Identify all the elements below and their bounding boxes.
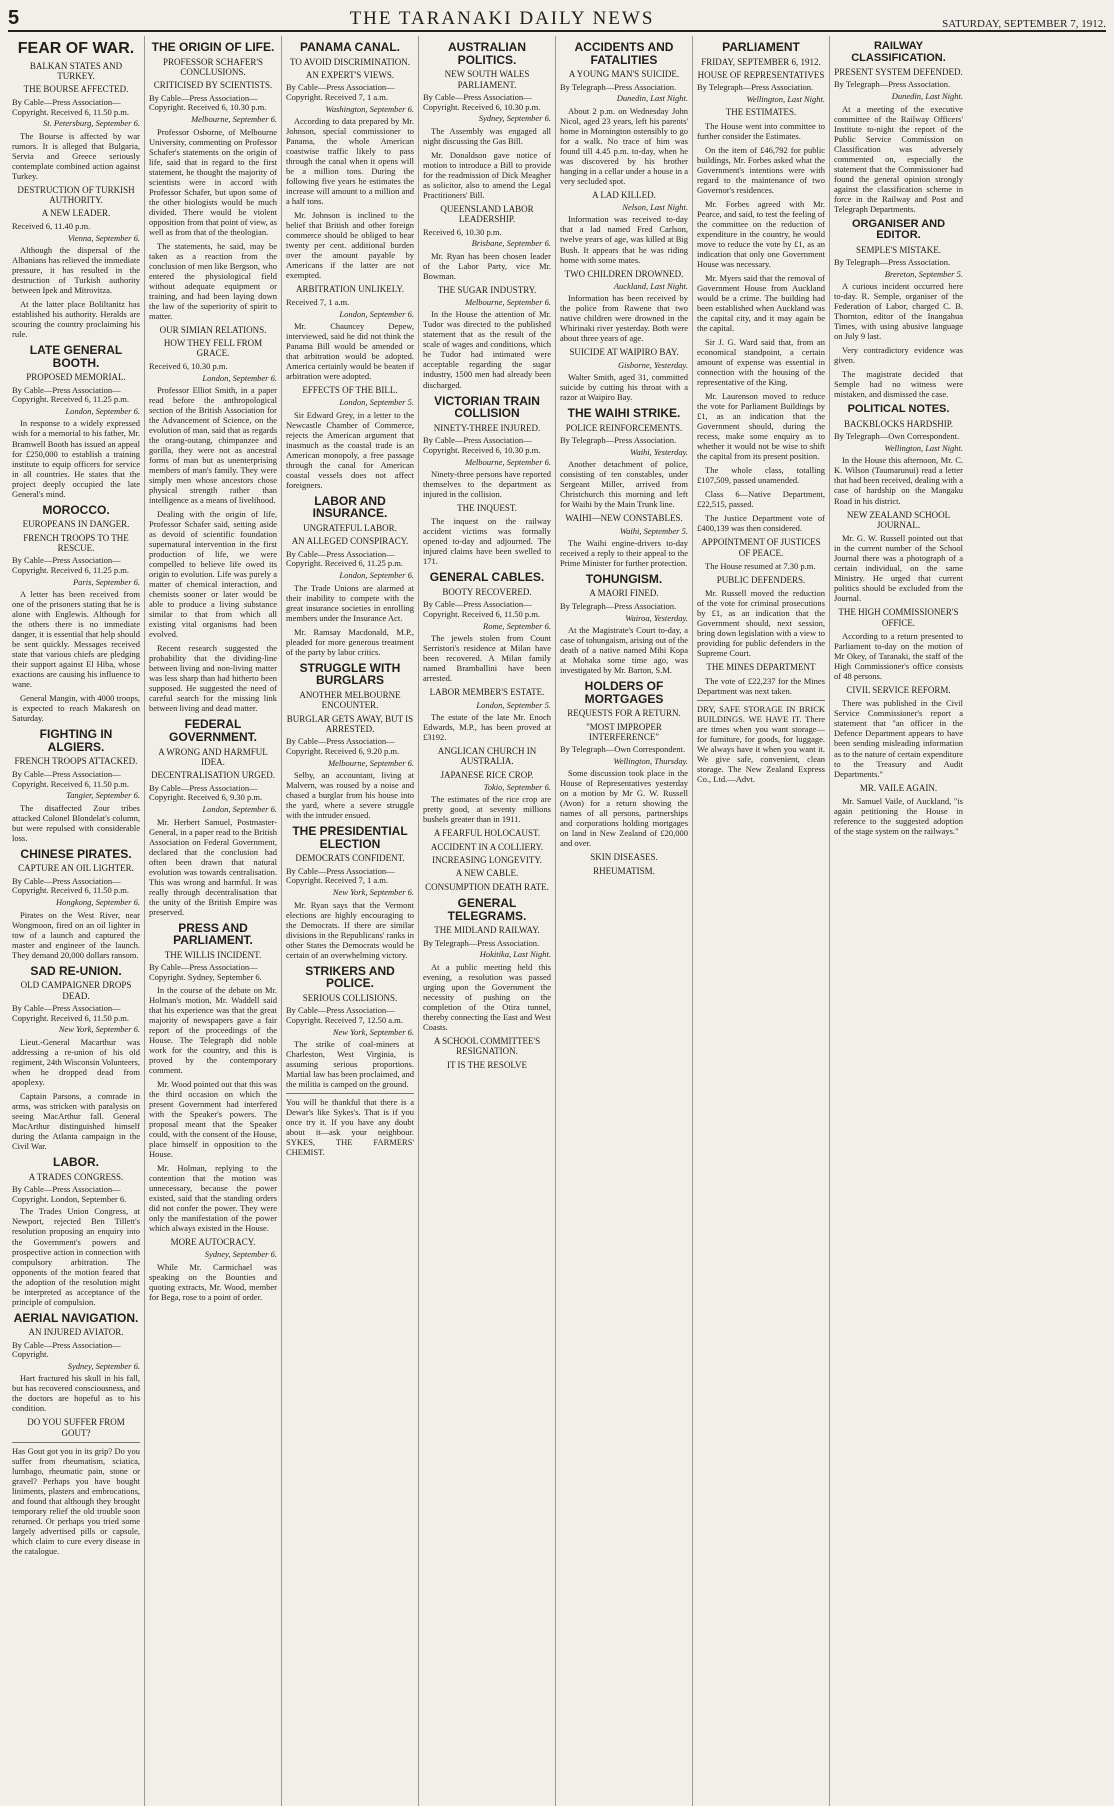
article-subheading: DEMOCRATS CONFIDENT.	[295, 853, 405, 864]
wire-credit: By Cable—Press Association—Copyright.	[12, 1339, 121, 1360]
article-headline: HOLDERS OF MORTGAGES	[584, 679, 664, 706]
wire-credit: By Cable—Press Association—Copyright. Received 7, 12.50 a.m.	[286, 1005, 403, 1025]
article-subheading: THE SUGAR INDUSTRY.	[437, 284, 537, 295]
article-headline: ORGANISER AND EDITOR.	[851, 217, 946, 242]
article-headline: GENERAL TELEGRAMS.	[447, 896, 527, 923]
wire-credit: Received 7, 1 a.m.	[286, 296, 350, 307]
article-subheading: BACKBLOCKS HARDSHIP.	[843, 418, 954, 429]
article-paragraph: Class 6—Native Department, £22,515, passed.	[697, 489, 825, 510]
article-paragraph: Mr. Ramsay Macdonald, M.P., pleaded for more generous treatment of the party by labor critics.	[286, 626, 414, 657]
article-paragraph: At a public meeting held this evening, a resolution was passed urging upon the Government the necessity of pushing on the completion of the Otira tunnel, thereby connecting the East and West Coasts.	[423, 961, 551, 1032]
article-paragraph: The jewels stolen from Count Serristori's residence at Milan have been recovered. A Milan family named Bramballini have been arrested.	[423, 633, 551, 684]
article-headline: STRUGGLE WITH BURGLARS	[299, 660, 401, 688]
article-subheading: "MOST IMPROPER INTERFERENCE"	[586, 721, 662, 742]
wire-credit: By Cable—Press Association—Copyright. Sydney, September 6.	[149, 962, 262, 982]
wire-credit: By Cable—Press Association—Copyright. Received 6, 10.30 p.m.	[149, 92, 267, 113]
column-5	[556, 36, 693, 1806]
dateline: Wairoa, Yesterday.	[625, 612, 688, 623]
article-paragraph: According to data prepared by Mr. Johnson, special commissioner to Panama, the whole American coastwise traffic likely to pass through the canal when it opens will be a million tons. During the following five years he estimates the increase will amount to a million and a half tons.	[286, 116, 414, 207]
article-paragraph: Professor Osborne, of Melbourne University, commenting on Professor Schafer's statements on the origin of life, said that in regard to the first statement, he thought the majority of scientists were in accord with Professor Schafer, but upon some of the other biologists would be much divided. There would be violent opposition from that point of view, as well as from that of the theologian.	[149, 126, 277, 237]
article-subheading: DO YOU SUFFER FROM GOUT?	[27, 1417, 125, 1438]
article-headline: POLITICAL NOTES.	[847, 403, 950, 416]
dateline: Melbourne, September 6.	[191, 114, 277, 125]
article-paragraph: Some discussion took place in the House of Representatives yesterday on a motion by Mr G. W. Russell (Avon) for a return showing the names of all persons, partnerships and corporations holding mortgages on land in New Zealand of £20,000 and over.	[560, 768, 688, 849]
article-subheading: CAPTURE AN OIL LIGHTER.	[18, 863, 134, 874]
article-subheading: FRIDAY, SEPTEMBER 6, 1912.	[701, 56, 821, 67]
article-subheading: ACCIDENT IN A COLLIERY.	[430, 841, 544, 852]
dateline: Sydney, September 6.	[478, 113, 551, 124]
article-subheading: INCREASING LONGEVITY.	[432, 855, 542, 866]
wire-credit: Received 6, 10.30 p.m.	[149, 360, 228, 371]
article-subheading: A LAD KILLED.	[592, 189, 656, 200]
article-headline: THE ORIGIN OF LIFE.	[151, 40, 275, 54]
article-subheading: POLICE REINFORCEMENTS.	[565, 422, 683, 433]
advertisement: DRY, SAFE STORAGE IN BRICK BUILDINGS. WE HAVE IT. There are times when you want storage—for furniture, for goods, for luggage. We always have it when you want it. We give safe, convenient, clean storage. The New Zealand Express Co., Ltd.—Advt.	[697, 700, 825, 784]
wire-credit: Received 6, 10.30 p.m.	[423, 226, 502, 237]
article-subheading: OLD CAMPAIGNER DROPS DEAD.	[20, 980, 132, 1001]
article-paragraph: Selby, an accountant, living at Malvern, was roused by a noise and chased a burglar from his house into the yard, where a severe struggle with the intruder ensued.	[286, 770, 414, 821]
dateline: Paris, September 6.	[72, 576, 140, 587]
article-paragraph: Sir J. G. Ward said that, from an economical standpoint, a certain amount of expense was essential in connection with the housing of the representative of the King.	[697, 337, 825, 388]
article-paragraph: Mr. Donaldson gave notice of motion to introduce a Bill to provide for the readmission of Dick Meagher as solicitor, also to amend the Legal Practitioners' Bill.	[423, 149, 551, 200]
article-paragraph: The disaffected Zour tribes attacked Colonel Blondelat's column, but were repulsed with considerable loss.	[12, 802, 140, 843]
article-subheading: A TRADES CONGRESS.	[28, 1171, 124, 1182]
article-subheading: DECENTRALISATION URGED.	[151, 770, 275, 781]
article-subheading: TWO CHILDREN DROWNED.	[564, 268, 684, 279]
column-2	[145, 36, 282, 1806]
article-headline: STRIKERS AND POLICE.	[305, 963, 395, 991]
article-subheading: DESTRUCTION OF TURKISH AUTHORITY.	[17, 184, 135, 206]
wire-credit: By Telegraph—Press Association.	[560, 81, 677, 92]
columns-container	[8, 36, 1106, 1806]
article-subheading: SERIOUS COLLISIONS.	[302, 992, 398, 1003]
wire-credit: By Cable—Press Association—Copyright. Received 6, 11.25 p.m.	[286, 548, 404, 569]
dateline: Brereton, September 5.	[884, 268, 963, 279]
wire-credit: By Cable—Press Association—Copyright. Received 7, 1 a.m.	[286, 82, 395, 103]
article-paragraph: There was published in the Civil Service Commissioner's report a statement that "an officer in the Defence Department appears to have been sending misleading information as to the nature of certain expenditure to the Treasury and Audit Departments."	[834, 698, 963, 779]
dateline: Waihi, Yesterday.	[630, 446, 688, 457]
article-paragraph: The vote of £22,237 for the Mines Department was next taken.	[697, 675, 825, 696]
wire-credit: By Cable—Press Association—Copyright. London, September 6.	[12, 1183, 127, 1204]
article-subheading: A WRONG AND HARMFUL IDEA.	[158, 746, 268, 767]
wire-credit: By Telegraph—Press Association.	[834, 257, 951, 268]
article-paragraph: Information has been received by the police from Rawene that two native children were drowned in the Whirinaki river yesterday. Both were about three years of age.	[560, 293, 688, 344]
article-subheading: CIVIL SERVICE REFORM.	[846, 685, 951, 696]
article-paragraph: Mr. Russell moved the reduction of the vote for criminal prosecutions by £1, as an indication that the Government should, next session, bring down legislation with a view to providing for public defenders in the Supreme Court.	[697, 588, 825, 659]
dateline: Tangier, September 6.	[66, 790, 140, 801]
article-paragraph: The Justice Department vote of £400,139 was then considered.	[697, 513, 825, 534]
article-paragraph: The Trades Union Congress, at Newport, rejected Ben Tillett's resolution proposing an enquiry into the Government's powers and prospective action in connection with compulsory arbitration. The opponents of the motion feared that the adoption of the resolution might be interpreted as acceptance of the principle of compulsion.	[12, 1206, 140, 1307]
article-paragraph: A curious incident occurred here to-day. R. Semple, organiser of the Federation of Labor, charged C. B. Thornton, editor of the Inangahua Times, with using abusive language on July 9 last.	[834, 281, 963, 342]
article-subheading: ANGLICAN CHURCH IN AUSTRALIA.	[437, 746, 537, 767]
advertisement: Has Gout got you in its grip? Do you suffer from rheumatism, sciatica, lumbago, rheumatic pain, stone or gravel? Perhaps you have bought liniments, plasters and embrocations, and found that although they brought temporary relief the old trouble soon returned. Or perhaps you tried some largely advertised pills or capsule, which claim to cure every disease in the catalogue.	[12, 1442, 140, 1556]
article-headline: VICTORIAN TRAIN COLLISION	[434, 393, 540, 421]
article-subheading: LABOR MEMBER'S ESTATE.	[429, 687, 545, 698]
article-subheading: CRITICISED BY SCIENTISTS.	[153, 80, 273, 91]
article-subheading: PUBLIC DEFENDERS.	[716, 575, 806, 586]
article-paragraph: Ninety-three persons have reported themselves to the department as injured in the collision.	[423, 468, 551, 499]
dateline: Auckland, Last Night.	[613, 280, 688, 291]
article-subheading: RHEUMATISM.	[593, 865, 655, 876]
column-1	[8, 36, 145, 1806]
article-subheading: MORE AUTOCRACY.	[170, 1237, 256, 1248]
dateline: Melbourne, September 6.	[465, 456, 551, 467]
dateline: London, September 5.	[476, 699, 551, 710]
column-6	[693, 36, 830, 1806]
article-subheading: TO AVOID DISCRIMINATION.	[290, 56, 410, 67]
article-paragraph: Hart fractured his skull in his fall, but has recovered consciousness, and the doctors are hopeful as to his condition.	[12, 1373, 140, 1414]
article-subheading: A SCHOOL COMMITTEE'S RESIGNATION.	[433, 1035, 541, 1057]
article-subheading: FRENCH TROOPS ATTACKED.	[14, 756, 138, 767]
wire-credit: By Telegraph—Own Correspondent.	[834, 431, 960, 442]
wire-credit: By Cable—Press Association—Copyright. Received 6, 9.30 p.m.	[149, 782, 263, 803]
article-headline: PARLIAMENT	[722, 40, 800, 54]
article-headline: THE WAIHI STRIKE.	[567, 406, 681, 421]
article-paragraph: The estimates of the rice crop are pretty good, at seventy millions bushels greater than in 1911.	[423, 794, 551, 825]
dateline: New York, September 6.	[332, 887, 414, 898]
dateline: Brisbane, September 6.	[471, 238, 551, 249]
newspaper-title: THE TARANAKI DAILY NEWS	[349, 8, 655, 29]
article-headline: LABOR.	[53, 1154, 99, 1169]
article-headline: CHINESE PIRATES.	[20, 846, 132, 861]
article-subheading: EUROPEANS IN DANGER.	[22, 519, 130, 530]
wire-credit: By Cable—Press Association—Copyright. Received 6, 11.50 p.m.	[12, 1002, 130, 1023]
dateline: New York, September 6.	[58, 1024, 140, 1035]
article-subheading: HOW THEY FELL FROM GRACE.	[163, 338, 263, 359]
article-paragraph: The Trade Unions are alarmed at their inability to compete with the great insurance societies in enrolling members under the Insurance Act.	[286, 582, 414, 623]
dateline: London, September 6.	[202, 804, 277, 815]
article-subheading: A FEARFUL HOLOCAUST.	[433, 828, 541, 839]
dateline: Rome, September 6.	[483, 620, 551, 631]
wire-credit: By Telegraph—Press Association.	[697, 82, 814, 93]
article-subheading: SEMPLE'S MISTAKE.	[856, 244, 941, 255]
article-subheading: WAIHI—NEW CONSTABLES.	[565, 513, 683, 524]
article-paragraph: The Assembly was engaged all night discussing the Gas Bill.	[423, 125, 551, 146]
issue-date: SATURDAY, SEPTEMBER 7, 1912.	[942, 18, 1106, 30]
article-headline: PANAMA CANAL.	[300, 40, 400, 54]
article-paragraph: While Mr. Carmichael was speaking on the Bounties and quoting extracts, Mr. Wood, member for Bega, rose to a point of order.	[149, 1261, 277, 1302]
dateline: Hongkong, September 6.	[55, 897, 140, 908]
article-subheading: THE WILLIS INCIDENT.	[164, 949, 262, 960]
wire-credit: By Cable—Press Association—Copyright. Received 6, 11.50 p.m.	[423, 599, 541, 620]
article-subheading: A NEW CABLE.	[455, 868, 519, 879]
article-paragraph: The whole class, totalling £107,509, passed unamended.	[697, 465, 825, 486]
article-headline: SAD RE-UNION.	[30, 963, 122, 978]
article-paragraph: At a meeting of the executive committee of the Railway Officers' Institute to-night the report of the Public Service Commission on Classification was adversely commented on, especially the statement that the Commissioner had found the general opinion strongly against the classification scheme in force in the Railway and Post and Telegraph Departments.	[834, 103, 963, 214]
article-subheading: NINETY-THREE INJURED.	[433, 422, 541, 433]
dateline: London, September 6.	[339, 308, 414, 319]
dateline: London, September 6.	[339, 570, 414, 581]
article-subheading: PROFESSOR SCHAFER'S CONCLUSIONS.	[163, 56, 263, 77]
article-subheading: A NEW LEADER.	[41, 208, 111, 219]
dateline: Washington, September 6.	[325, 103, 414, 114]
article-paragraph: Mr. Holman, replying to the contention that the motion was unnecessary, because the power existed, said that the standing orders did not confer the power. They were only the manifestation of the power which always existed in the House.	[149, 1163, 277, 1234]
column-7	[830, 36, 967, 1806]
article-subheading: JAPANESE RICE CROP.	[440, 769, 534, 780]
article-subheading: HOUSE OF REPRESENTATIVES	[697, 69, 825, 80]
article-paragraph: The strike of coal-miners at Charleston, West Virginia, is assuming serious proportions. Martial law has been proclaimed, and the militia is camped on the ground.	[286, 1039, 414, 1090]
article-paragraph: Recent research suggested the probability that the dividing-line between living and non-living matter was less sharp than had hitherto been supposed. He suggested the need of careful search for the missing link between living and dead matter.	[149, 643, 277, 714]
article-paragraph: At the latter place Boliltanitz has established his authority. Heralds are scouring the country proclaiming his rule.	[12, 299, 140, 340]
article-paragraph: The House resumed at 7.30 p.m.	[705, 561, 816, 572]
dateline: Hokitika, Last Night.	[479, 949, 551, 960]
dateline: Melbourne, September 6.	[328, 757, 414, 768]
article-subheading: AN ALLEGED CONSPIRACY.	[291, 536, 409, 547]
dateline: Dunedin, Last Night.	[616, 93, 688, 104]
article-paragraph: Dealing with the origin of life, Professor Schafer said, setting aside as devoid of scientific foundation supernatural intervention in the first production of life, we were compelled to believe life owed its origin to evolution. Life was purely a matter of chemical interaction, and chemists sooner or later would be able to produce a living substance similar to that from which all existing vital organisms had been evolved.	[149, 509, 277, 640]
article-paragraph: On the item of £46,792 for public buildings, Mr. Forbes asked what the Government's intentions were with regard to the maintenance of two Governor's residences.	[697, 144, 825, 195]
article-paragraph: Another detachment of police, consisting of ten constables, under Sergeant Miller, arrived from Christchurch this morning and left for Waihi by the Main Trunk line.	[560, 459, 688, 510]
dateline: Wellington, Thursday.	[613, 756, 688, 766]
article-subheading: THE MIDLAND RAILWAY.	[434, 925, 540, 936]
article-paragraph: The statements, he said, may be taken as a reaction from the conclusion of men like Bergson, who entered the physiological field without adequate equipment or training, and had been laying down the law of the superiority of spirit to matter.	[149, 240, 277, 321]
column-4	[419, 36, 556, 1806]
article-subheading: PROPOSED MEMORIAL.	[26, 372, 126, 383]
dateline: New York, September 6.	[332, 1026, 414, 1037]
article-subheading: THE HIGH COMMISSIONER'S OFFICE.	[838, 607, 959, 628]
article-paragraph: The inquest on the railway accident victims was formally opened to-day and adjourned. The injured claims have been swelled to 171.	[423, 516, 551, 567]
article-paragraph: Mr. Ryan says that the Vermont elections are highly encouraging to the Democrats. If there are similar divisions in the Republicans' ranks in other States the Democrats would be certain of an overwhelming victory.	[286, 899, 414, 960]
wire-credit: By Telegraph—Press Association.	[834, 79, 951, 90]
article-subheading: THE ESTIMATES.	[725, 107, 797, 118]
dateline: Melbourne, September 6.	[465, 297, 551, 308]
masthead	[8, 6, 1106, 32]
article-subheading: NEW SOUTH WALES PARLIAMENT.	[444, 69, 530, 90]
article-subheading: BOOTY RECOVERED.	[442, 586, 532, 597]
article-paragraph: At the Magistrate's Court to-day, a case of tohungaism, arising out of the death of a native named Mihi Kopa at Mohaka some time ago, was investigated by Mr. Barton, S.M.	[560, 624, 688, 675]
article-headline: RAILWAY CLASSIFICATION.	[851, 40, 946, 64]
wire-credit: By Cable—Press Association—Copyright. Received 6, 9.20 p.m.	[286, 736, 400, 756]
article-subheading: MR. VAILE AGAIN.	[859, 782, 938, 793]
article-paragraph: Information was received to-day that a lad named Fred Carlson, twelve years of age, was killed at Big Bush. It appears that he was riding home with some mates.	[560, 214, 688, 265]
article-paragraph: The estate of the late Mr. Enoch Edwards, M.P., has been proved at £3192.	[423, 711, 551, 742]
article-paragraph: About 2 p.m. on Wednesday John Nicol, aged 23 years, left his parents' home in Mornington ostensibly to go for a walk. No trace of him was found till 4.45 p.m. to-day, when he was discovered by his brother hanging in a cellar under a house in a very secluded spot.	[560, 105, 688, 186]
article-subheading: THE BOURSE AFFECTED.	[23, 84, 129, 95]
article-paragraph: The Bourse is affected by war rumors. It is alleged that Bulgaria, Servia and Greece seriously contemplate combined action against Turkey.	[12, 130, 140, 181]
article-paragraph: Mr. Forbes agreed with Mr. Pearce, and said, to test the feeling of the committee on the reduction of expenditure in the country, he would move to reduce the vote by £1, as an indication that only one Government House was necessary.	[697, 198, 825, 269]
wire-credit: By Telegraph—Own Correspondent.	[560, 744, 686, 755]
article-paragraph: General Mangin, with 4000 troops, is expected to reach Makaresh on Saturday.	[12, 693, 140, 724]
article-subheading: SUICIDE AT WAIPIRO BAY.	[569, 347, 679, 358]
wire-credit: By Cable—Press Association—Copyright. Received 6, 10.30 p.m.	[423, 435, 541, 455]
article-paragraph: Professor Elliot Smith, in a paper read before the anthropological section of the British Association for the Advancement of Science, on the evolution of man, said that as regards the orang-outang, chimpanzee and gorilla, they were not as ancestral forms of man but as unenterprising members of man's family. They were simply men whose ancestors chose physical strength rather than intelligence as a means of livelihood.	[149, 384, 277, 506]
dateline: London, September 6.	[65, 406, 140, 417]
article-paragraph: A letter has been received from one of the prisoners stating that he is alone with Englewis. Although for the others there is no immediate danger, it is essential that help should be sent quickly. Messages received state that various chiefs are pledging their support against El Hiba, whose exactions are causing his influence to wane.	[12, 589, 140, 690]
article-subheading: A MAORI FINED.	[589, 588, 659, 599]
article-paragraph: Pirates on the West River, near Wongmoon, fired on an oil lighter in tow of a launch and captured the master and engineer of the launch. They demand 20,000 dollars ransom.	[12, 909, 140, 960]
wire-credit: By Cable—Press Association—Copyright. Received 6, 11.25 p.m.	[12, 384, 130, 405]
article-paragraph: In response to a widely expressed wish for a memorial to his father, Mr. Bramwell Booth has issued an appeal for £250,000 to establish a training institute to equip officers for service in all countries. He states that the project deeply occupied the late General's mind.	[12, 418, 140, 499]
article-paragraph: According to a return presented to Parliament to-day on the motion of Mr Okey, of Taranaki, the staff of the High Commissioner's office consists of 48 persons.	[834, 631, 963, 682]
article-paragraph: In the House the attention of Mr. Tudor was directed to the published statement that as the result of the scale of wages and conditions, which he Tudor had intimated were acceptable regarding the sugar industry, 1500 men had already been discharged.	[423, 309, 551, 390]
article-paragraph: The Waihi engine-drivers to-day received a reply to their appeal to the Prime Minister for further protection.	[560, 537, 688, 568]
article-headline: AUSTRALIAN POLITICS.	[448, 40, 526, 67]
article-headline: FEAR OF WAR.	[17, 40, 135, 57]
article-paragraph: In the House this afternoon, Mr. C. K. Wilson (Taumarunui) read a letter that had been received, dealing with a case of hardship on the Mangaku Road in his district.	[834, 455, 963, 506]
article-subheading: OUR SIMIAN RELATIONS.	[159, 324, 267, 335]
article-subheading: CONSUMPTION DEATH RATE.	[425, 881, 549, 892]
wire-credit: By Cable—Press Association—Copyright. Received 6, 11.50 p.m.	[12, 875, 130, 896]
article-paragraph: Mr. Herbert Samuel, Postmaster-General, in a paper read to the British Association on Federal Government, declared that the conclusion had often been drawn that natural evolution was towards centralisation. This was wrong and harmful. It was really through decentralisation that the unity of the British Empire was preserved.	[149, 816, 277, 917]
article-subheading: REQUESTS FOR A RETURN.	[567, 708, 681, 719]
wire-credit: By Cable—Press Association—Copyright. Received 6, 11.25 p.m.	[12, 555, 130, 575]
article-subheading: AN INJURED AVIATOR.	[28, 1327, 124, 1338]
article-subheading: A YOUNG MAN'S SUICIDE.	[568, 69, 680, 80]
dateline: Nelson, Last Night.	[622, 202, 688, 213]
wire-credit: By Cable—Press Association—Copyright. Received 6, 10.30 p.m.	[423, 91, 541, 112]
article-paragraph: Mr. Samuel Vaile, of Auckland, "is again petitioning the House in reference to the suggested adoption of the stage system on the railways."	[834, 795, 963, 836]
article-subheading: THE INQUEST.	[457, 502, 517, 513]
article-paragraph: Mr. Wood pointed out that this was the third occasion on which the present Government had interfered with the Speaker's powers. The proposal meant that the Speaker could, with the consent of the House, place himself in opposition to the House.	[149, 1078, 277, 1159]
dateline: London, September 5.	[339, 397, 414, 408]
article-paragraph: Although the dispersal of the Albanians has relieved the immediate pressure, it has resulted in the destruction of Turkish authority between Ipek and Mitrovitza.	[12, 244, 140, 295]
wire-credit: By Telegraph—Press Association.	[423, 937, 540, 948]
article-subheading: IT IS THE RESOLVE	[446, 1059, 528, 1070]
article-subheading: BURGLAR GETS AWAY, BUT IS ARRESTED.	[286, 713, 414, 734]
article-subheading: QUEENSLAND LABOR LEADERSHIP.	[440, 203, 534, 225]
article-paragraph: Sir Edward Grey, in a letter to the Newcastle Chamber of Commerce, rejects the American argument that inasmuch as the coastal trade is an American monopoly, a free passage through the canal for American coastal vessels does not affect foreigners.	[286, 409, 414, 490]
article-paragraph: In the course of the debate on Mr. Holman's motion, Mr. Waddell said that his experience was that the great majority of newspapers gave a fair report of the proceedings of the House. The Telegraph did noble work for the country, and this is proved by the contemporary comment.	[149, 984, 277, 1075]
dateline: Gisborne, Yesterday.	[618, 359, 688, 370]
article-subheading: AN EXPERT'S VIEWS.	[305, 69, 395, 80]
dateline: Waihi, September 5.	[619, 525, 688, 536]
article-headline: TOHUNGISM.	[585, 571, 663, 586]
article-headline: AERIAL NAVIGATION.	[13, 1310, 139, 1325]
article-paragraph: Mr. Ryan has been chosen leader of the Labor Party, vice Mr. Bowman.	[423, 250, 551, 281]
wire-credit: By Cable—Press Association—Copyright. Received 6, 11.50 p.m.	[12, 96, 130, 117]
article-headline: FIGHTING IN ALGIERS.	[39, 727, 113, 754]
dateline: Tokio, September 6.	[483, 782, 551, 793]
article-paragraph: Mr. Chauncey Depew, interviewed, said he did not think the Panama Bill would be amended or that arbitration would be adopted. America certainly would be beaten if arbitration were adopted.	[286, 320, 414, 381]
wire-credit: By Cable—Press Association—Copyright. Received 7, 1 a.m.	[286, 865, 395, 886]
article-subheading: BALKAN STATES AND TURKEY.	[29, 60, 123, 82]
dateline: Sydney, September 6.	[67, 1361, 140, 1372]
article-paragraph: Mr. Laurenson moved to reduce the vote for Parliament Buildings by £1, as an indication that the Government should, during the recess, make some enquiry as to whether it would not be wise to shift the capital from its present position.	[697, 391, 825, 462]
article-headline: LATE GENERAL BOOTH.	[29, 343, 123, 370]
article-subheading: ARBITRATION UNLIKELY.	[296, 284, 404, 295]
article-subheading: SKIN DISEASES.	[590, 852, 658, 863]
article-headline: MOROCCO.	[42, 502, 110, 517]
wire-credit: By Cable—Press Association—Copyright. Received 6, 11.50 p.m.	[12, 768, 130, 789]
article-paragraph: Very contradictory evidence was given.	[834, 345, 963, 366]
article-headline: PRESS AND PARLIAMENT.	[173, 920, 253, 948]
dateline: Wellington, Last Night.	[884, 443, 963, 454]
article-headline: LABOR AND INSURANCE.	[312, 493, 388, 521]
dateline: St. Petersburg, September 6.	[43, 118, 140, 129]
wire-credit: By Telegraph—Press Association.	[560, 600, 677, 611]
dateline: Sydney, September 6.	[204, 1249, 277, 1260]
article-paragraph: The magistrate decided that Semple had no witness were mistaken, and dismissed the case.	[834, 369, 963, 400]
article-paragraph: Walter Smith, aged 31, committed suicide by cutting his throat with a razor at Waipiro Bay.	[560, 371, 688, 403]
article-subheading: UNGRATEFUL LABOR.	[303, 522, 397, 533]
article-headline: THE PRESIDENTIAL ELECTION	[292, 824, 408, 851]
article-paragraph: The House went into committee to further consider the Estimates.	[697, 120, 825, 141]
dateline: London, September 6.	[202, 372, 277, 383]
article-subheading: EFFECTS OF THE BILL.	[302, 384, 398, 395]
article-headline: ACCIDENTS AND FATALITIES	[574, 40, 674, 67]
article-subheading: THE MINES DEPARTMENT	[706, 662, 816, 673]
article-paragraph: Lieut.-General Macarthur was addressing a re-union of his old regiment, 24th Wisconsin Volunteers, when he dropped dead from apoplexy.	[12, 1036, 140, 1087]
article-headline: GENERAL CABLES.	[429, 570, 545, 585]
article-subheading: NEW ZEALAND SCHOOL JOURNAL.	[846, 509, 951, 530]
article-paragraph: Mr. Johnson is inclined to the belief that British and other foreign commerce should be obliged to bear twenty per cent. additional burden over the amount payable by Americans if the latter are not exempted.	[286, 210, 414, 281]
advertisement: You will be thankful that there is a Dewar's like Sykes's. That is if you once try it. If you have any doubt about it—ask your neighbour. SYKES, THE FARMERS' CHEMIST.	[286, 1093, 414, 1157]
article-paragraph: Mr. G. W. Russell pointed out that in the current number of the School Journal there was a photograph of a certain individual, on the same Ministry. He urged that current politics should be excluded from the Journal.	[834, 533, 963, 604]
article-paragraph: Captain Parsons, a comrade in arms, was stricken with paralysis on seeing MacArthur fall. General MacArthur distinguished himself during the Atlanta campaign in the Civil War.	[12, 1090, 140, 1151]
dateline: Dunedin, Last Night.	[891, 91, 963, 102]
dateline: Vienna, September 6.	[67, 232, 140, 243]
page-number: 5	[8, 7, 20, 29]
article-headline: FEDERAL GOVERNMENT.	[168, 717, 257, 745]
wire-credit: Received 6, 11.40 p.m.	[12, 220, 91, 231]
wire-credit: By Telegraph—Press Association.	[560, 434, 677, 445]
article-subheading: FRENCH TROOPS TO THE RESCUE.	[23, 532, 129, 553]
article-subheading: PRESENT SYSTEM DEFENDED.	[834, 67, 963, 78]
dateline: Wellington, Last Night.	[746, 94, 825, 105]
article-subheading: ANOTHER MELBOURNE ENCOUNTER.	[299, 689, 401, 711]
article-paragraph: Mr. Myers said that the removal of Government House from Auckland would be a crime. The building had been established when Auckland was the capital city, and it may again be the capital.	[697, 272, 825, 334]
column-3	[282, 36, 419, 1806]
article-subheading: APPOINTMENT OF JUSTICES OF PEACE.	[701, 537, 821, 558]
